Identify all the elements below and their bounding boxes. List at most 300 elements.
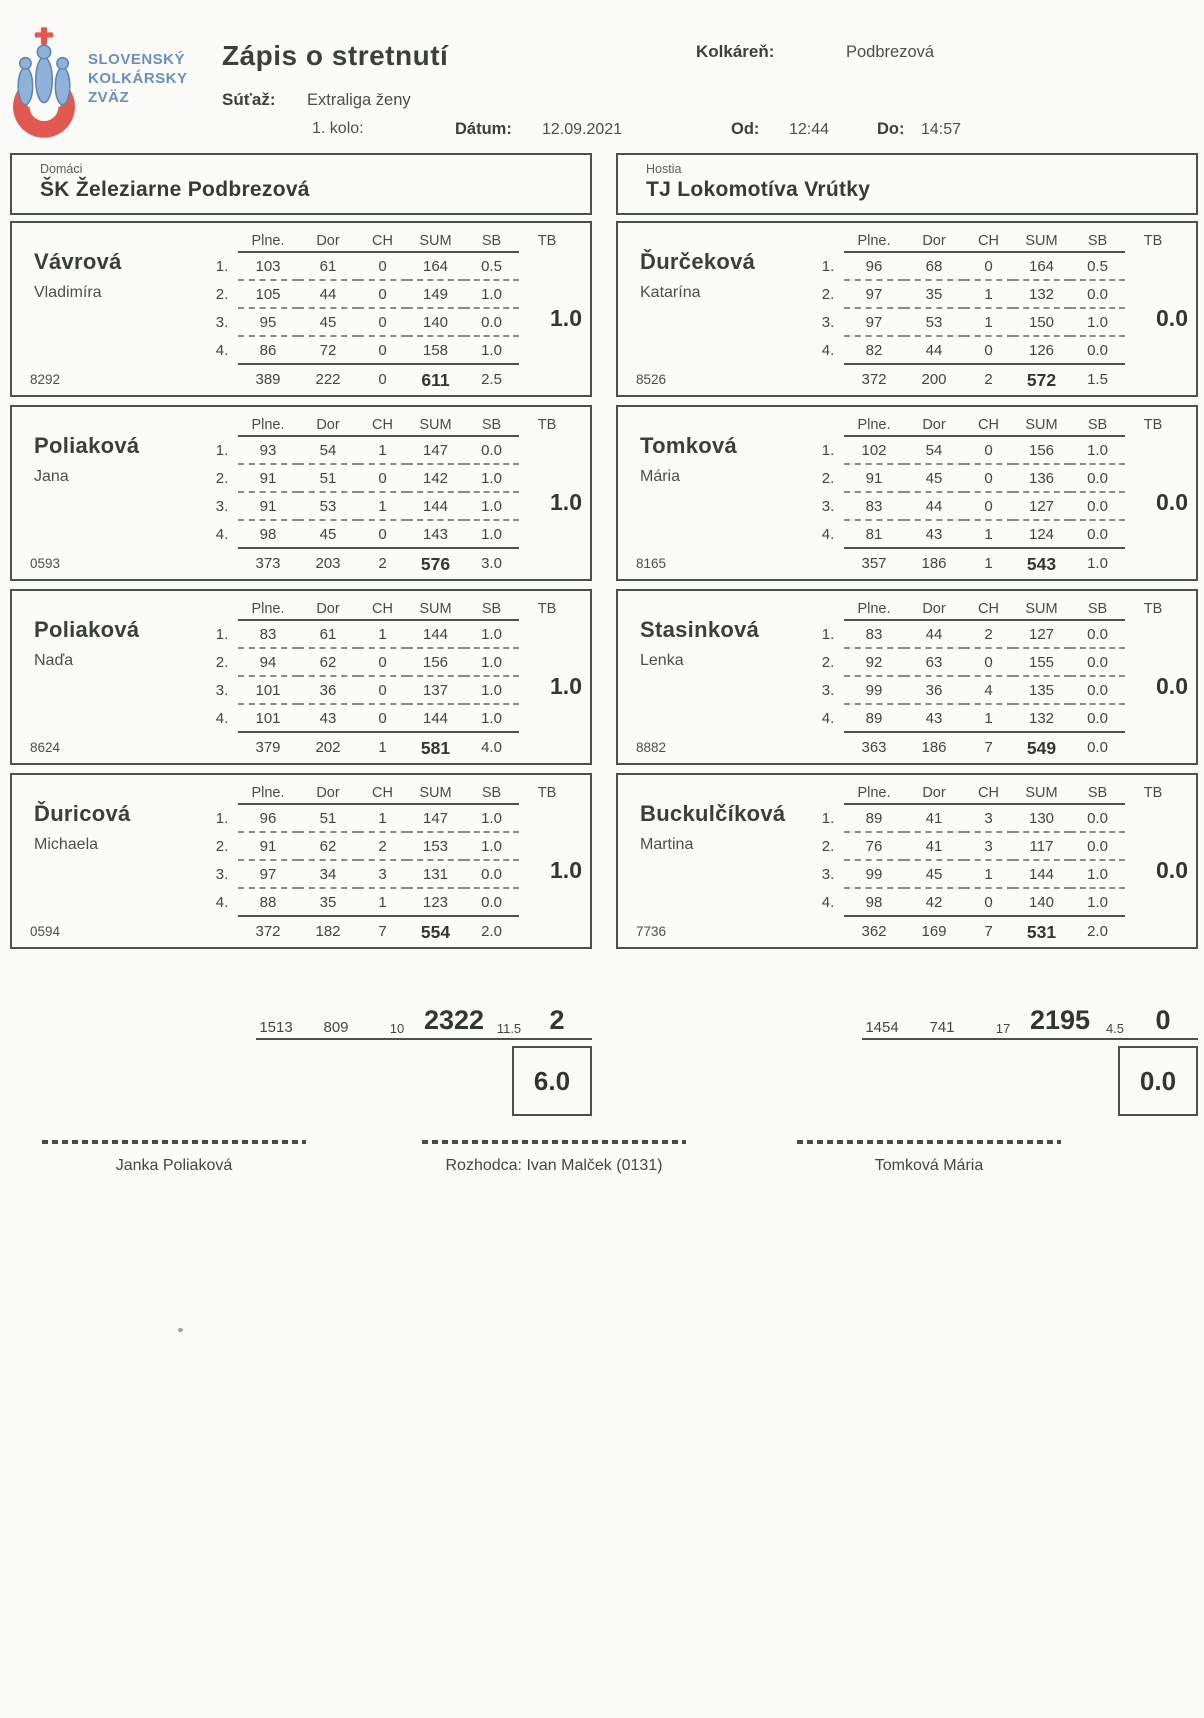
player-total-cell: 2.0 [1087, 923, 1108, 940]
score-cell: 1.0 [464, 281, 519, 309]
player-surname: Vávrová [34, 249, 122, 274]
away-player-table [616, 589, 1198, 765]
score-cell: 0.0 [1070, 805, 1125, 833]
score-cell: 53 [904, 309, 964, 337]
score-cell: 132 [1013, 705, 1070, 733]
player-id: 8526 [636, 372, 667, 387]
player-total-sum: 549 [1026, 738, 1057, 758]
tb-column-header: TB [537, 601, 557, 617]
tb-column-header: TB [1143, 785, 1163, 801]
signature-dotted-line [797, 1140, 1061, 1144]
player-id: 8882 [636, 740, 667, 755]
column-header: Plne. [844, 413, 904, 437]
score-cell: 126 [1013, 337, 1070, 365]
row-number: 4. [215, 894, 229, 911]
score-cell: 0.0 [464, 861, 519, 889]
logo-pins-icon [18, 45, 70, 104]
row-number: 3. [821, 314, 835, 331]
column-header [812, 229, 844, 253]
player-total-cell: 169 [921, 923, 947, 940]
player-tb-points: 1.0 [550, 673, 582, 699]
score-cell: 72 [298, 337, 358, 365]
home-team-box [10, 153, 592, 215]
column-header: SB [1070, 413, 1125, 437]
score-cell: 124 [1013, 521, 1070, 549]
player-surname: Ďuricová [34, 801, 131, 826]
away-final-score-box: 0.0 [1118, 1046, 1198, 1116]
row-number: 4. [215, 710, 229, 727]
player-total-cell [812, 365, 844, 395]
column-header: Plne. [844, 781, 904, 805]
score-cell: 1.0 [1070, 309, 1125, 337]
away-team-total [616, 998, 1198, 1148]
row-number: 4. [215, 342, 229, 359]
column-header: Plne. [238, 597, 298, 621]
score-cell: 81 [844, 521, 904, 549]
score-cell: 83 [238, 621, 298, 649]
column-header [206, 413, 238, 437]
column-header: Dor [904, 781, 964, 805]
column-header: SB [464, 597, 519, 621]
score-cell: 1 [964, 521, 1013, 549]
score-cell: 1 [358, 621, 407, 649]
score-cell: 45 [904, 861, 964, 889]
score-cell: 0.0 [1070, 521, 1125, 549]
score-cell: 3 [358, 861, 407, 889]
score-cell: 99 [844, 861, 904, 889]
player-name [640, 433, 737, 486]
player-tb-points: 0.0 [1156, 673, 1188, 699]
column-header: SB [464, 413, 519, 437]
column-header: Dor [904, 597, 964, 621]
score-cell: 95 [238, 309, 298, 337]
row-number: 3. [215, 498, 229, 515]
player-total-cell: 373 [255, 555, 281, 572]
score-cell: 1.0 [464, 677, 519, 705]
player-total-sum: 611 [421, 370, 450, 390]
column-header: Plne. [844, 597, 904, 621]
home-team-total [10, 998, 592, 1148]
time-from-label: Od: [731, 120, 760, 138]
score-cell: 0 [358, 677, 407, 705]
home-side-label: Domáci [40, 162, 83, 176]
row-number: 1. [215, 442, 229, 459]
column-header: SB [1070, 781, 1125, 805]
score-cell: 0.0 [1070, 337, 1125, 365]
score-cell: 1 [964, 281, 1013, 309]
home-player-table [10, 405, 592, 581]
signature-block-home-captain [42, 1140, 306, 1175]
signature-dotted-line [422, 1140, 686, 1144]
player-total-cell [812, 549, 844, 579]
player-total-cell: 203 [315, 555, 341, 572]
score-cell: 0 [964, 253, 1013, 281]
away-match-points: 0 [1155, 1005, 1171, 1035]
score-cell: 132 [1013, 281, 1070, 309]
score-cell: 142 [407, 465, 464, 493]
score-cell: 0 [358, 521, 407, 549]
column-header: SUM [407, 597, 464, 621]
player-name [640, 249, 755, 302]
player-surname: Ďurčeková [640, 249, 756, 274]
skz-logo [12, 26, 76, 142]
signature-name: Rozhodca: Ivan Malček (0131) [445, 1157, 663, 1174]
score-cell: 54 [904, 437, 964, 465]
player-total-cell: 379 [255, 739, 281, 756]
column-header: Plne. [238, 413, 298, 437]
column-header [812, 597, 844, 621]
row-number: 2. [215, 838, 229, 855]
score-cell: 68 [904, 253, 964, 281]
home-total-sum: 2322 [423, 1005, 485, 1035]
signature-block-referee [422, 1140, 686, 1175]
score-cell: 102 [844, 437, 904, 465]
column-header [812, 413, 844, 437]
score-cell: 158 [407, 337, 464, 365]
score-cell: 45 [904, 465, 964, 493]
column-header [812, 781, 844, 805]
away-total-sb: 4.5 [1105, 1021, 1125, 1036]
score-cell: 1.0 [1070, 861, 1125, 889]
score-cell: 91 [844, 465, 904, 493]
row-number: 3. [215, 682, 229, 699]
score-cell: 156 [1013, 437, 1070, 465]
score-cell: 53 [298, 493, 358, 521]
score-cell: 36 [298, 677, 358, 705]
player-tb-points: 0.0 [1156, 857, 1188, 883]
score-cell: 0 [964, 437, 1013, 465]
score-cell: 1.0 [1070, 437, 1125, 465]
score-grid [812, 781, 1125, 947]
row-number: 3. [215, 314, 229, 331]
row-number: 4. [821, 710, 835, 727]
score-cell: 140 [407, 309, 464, 337]
row-number: 1. [821, 810, 835, 827]
score-cell: 143 [407, 521, 464, 549]
row-number: 1. [821, 258, 835, 275]
tb-column-header: TB [537, 233, 557, 249]
score-cell: 1.0 [464, 705, 519, 733]
score-cell: 43 [904, 705, 964, 733]
column-header: SB [464, 781, 519, 805]
player-surname: Buckulčíková [640, 801, 786, 826]
score-cell: 144 [407, 705, 464, 733]
player-total-sum: 531 [1026, 922, 1057, 942]
away-total-ch: 17 [995, 1021, 1011, 1036]
player-surname: Stasinková [640, 617, 760, 642]
row-number: 2. [821, 286, 835, 303]
score-cell: 97 [844, 281, 904, 309]
score-cell: 1.0 [464, 337, 519, 365]
org-name-line: ZVÄZ [88, 89, 130, 106]
player-total-sum: 576 [420, 554, 451, 574]
player-total-sum: 572 [1026, 370, 1057, 390]
player-firstname: Naďa [34, 652, 74, 669]
row-number: 1. [215, 626, 229, 643]
score-cell: 0 [964, 337, 1013, 365]
score-cell: 92 [844, 649, 904, 677]
score-cell: 153 [407, 833, 464, 861]
column-header: SUM [407, 413, 464, 437]
column-header: CH [358, 413, 407, 437]
score-cell: 0.0 [1070, 833, 1125, 861]
score-cell: 83 [844, 621, 904, 649]
date-label: Dátum: [455, 120, 512, 138]
score-cell: 0.0 [1070, 705, 1125, 733]
player-id: 8624 [30, 740, 61, 755]
score-grid [812, 413, 1125, 579]
score-cell: 136 [1013, 465, 1070, 493]
score-cell: 0 [964, 649, 1013, 677]
player-tb-points: 0.0 [1156, 305, 1188, 331]
time-from-value: 12:44 [789, 121, 830, 138]
score-cell: 91 [238, 833, 298, 861]
page-title: Zápis o stretnutí [222, 40, 449, 71]
row-number: 2. [215, 470, 229, 487]
competition-label: Súťaž: [222, 90, 276, 109]
column-header: CH [964, 597, 1013, 621]
player-total-cell: 2.5 [481, 371, 502, 388]
player-tb-points: 1.0 [550, 857, 582, 883]
score-cell: 0.0 [1070, 465, 1125, 493]
home-player-table [10, 221, 592, 397]
tb-column-header: TB [1143, 417, 1163, 433]
home-team-name: ŠK Železiarne Podbrezová [40, 178, 310, 201]
column-header: SB [1070, 597, 1125, 621]
score-cell: 54 [298, 437, 358, 465]
score-cell: 62 [298, 833, 358, 861]
score-cell: 83 [844, 493, 904, 521]
score-cell: 96 [844, 253, 904, 281]
score-cell: 1.0 [464, 649, 519, 677]
player-firstname: Martina [640, 836, 694, 853]
column-header: Dor [904, 229, 964, 253]
score-cell: 1 [358, 493, 407, 521]
player-firstname: Lenka [640, 652, 684, 669]
row-number: 4. [821, 526, 835, 543]
away-player-tables [616, 221, 1198, 949]
score-cell: 0 [358, 337, 407, 365]
player-surname: Poliaková [34, 433, 140, 458]
score-cell: 144 [407, 621, 464, 649]
signature-block-away-captain [797, 1140, 1061, 1175]
score-cell: 0.0 [1070, 677, 1125, 705]
score-cell: 164 [1013, 253, 1070, 281]
column-header: Plne. [238, 781, 298, 805]
scan-artifact-dot [178, 1328, 183, 1332]
competition-value: Extraliga ženy [307, 91, 411, 109]
player-total-sum: 554 [420, 922, 451, 942]
score-grid [812, 597, 1125, 763]
org-name-line: SLOVENSKÝ [88, 51, 186, 68]
score-cell: 105 [238, 281, 298, 309]
away-total-rule [862, 1038, 1198, 1040]
column-header: CH [358, 781, 407, 805]
score-cell: 3 [964, 833, 1013, 861]
player-firstname: Mária [640, 468, 681, 485]
round-value: 1. kolo: [312, 120, 364, 137]
score-cell: 1 [964, 705, 1013, 733]
score-cell: 0.0 [464, 309, 519, 337]
column-header: SB [464, 229, 519, 253]
away-team-name: TJ Lokomotíva Vrútky [646, 178, 871, 201]
player-total-cell [206, 733, 238, 763]
signature-name: Tomková Mária [874, 1157, 984, 1174]
column-header: CH [358, 229, 407, 253]
column-header: CH [964, 781, 1013, 805]
score-cell: 44 [904, 493, 964, 521]
away-total-sum: 2195 [1029, 1005, 1091, 1035]
player-total-cell: 372 [255, 923, 281, 940]
row-number: 1. [215, 258, 229, 275]
score-cell: 144 [407, 493, 464, 521]
score-cell: 135 [1013, 677, 1070, 705]
player-id: 0593 [30, 556, 61, 571]
player-total-cell [812, 733, 844, 763]
score-cell: 1.0 [464, 465, 519, 493]
player-tb-points: 1.0 [550, 489, 582, 515]
column-header: SUM [407, 781, 464, 805]
home-player-table [10, 773, 592, 949]
player-firstname: Jana [34, 468, 69, 485]
score-cell: 0 [358, 465, 407, 493]
home-total-ch: 10 [389, 1021, 405, 1036]
score-cell: 0 [358, 281, 407, 309]
column-header: Dor [298, 229, 358, 253]
score-cell: 123 [407, 889, 464, 917]
score-cell: 0.0 [1070, 493, 1125, 521]
player-total-cell: 1 [378, 739, 387, 756]
score-cell: 0 [964, 889, 1013, 917]
score-cell: 96 [238, 805, 298, 833]
row-number: 3. [821, 866, 835, 883]
player-firstname: Michaela [34, 836, 99, 853]
player-total-cell: 1.5 [1087, 371, 1108, 388]
score-cell: 150 [1013, 309, 1070, 337]
player-name [34, 801, 131, 854]
score-cell: 44 [298, 281, 358, 309]
column-header: SUM [1013, 597, 1070, 621]
score-cell: 61 [298, 621, 358, 649]
score-cell: 1.0 [1070, 889, 1125, 917]
score-cell: 0.5 [464, 253, 519, 281]
score-cell: 0 [358, 705, 407, 733]
score-cell: 1 [964, 309, 1013, 337]
away-player-table [616, 221, 1198, 397]
score-cell: 43 [298, 705, 358, 733]
score-cell: 98 [844, 889, 904, 917]
score-cell: 76 [844, 833, 904, 861]
score-cell: 35 [298, 889, 358, 917]
player-total-cell: 2 [984, 371, 993, 388]
away-total-dor: 741 [929, 1019, 955, 1036]
column-header [206, 597, 238, 621]
row-number: 2. [821, 470, 835, 487]
score-cell: 91 [238, 465, 298, 493]
tb-column-header: TB [537, 417, 557, 433]
score-cell: 93 [238, 437, 298, 465]
score-cell: 88 [238, 889, 298, 917]
row-number: 1. [821, 442, 835, 459]
score-cell: 0 [964, 493, 1013, 521]
player-total-cell [206, 365, 238, 395]
score-cell: 2 [358, 833, 407, 861]
player-total-cell: 222 [315, 371, 341, 388]
home-team-section [10, 153, 592, 1143]
player-total-cell: 363 [861, 739, 887, 756]
player-total-cell: 1.0 [1087, 555, 1108, 572]
score-cell: 1.0 [464, 833, 519, 861]
signature-name: Janka Poliaková [115, 1157, 233, 1174]
player-total-cell [206, 549, 238, 579]
player-total-cell: 7 [984, 739, 993, 756]
home-total-rule [256, 1038, 592, 1040]
score-cell: 156 [407, 649, 464, 677]
score-cell: 34 [298, 861, 358, 889]
score-cell: 1.0 [464, 621, 519, 649]
column-header: SB [1070, 229, 1125, 253]
home-player-table [10, 589, 592, 765]
score-grid [206, 413, 519, 579]
score-cell: 42 [904, 889, 964, 917]
score-cell: 51 [298, 805, 358, 833]
score-cell: 101 [238, 677, 298, 705]
score-cell: 155 [1013, 649, 1070, 677]
player-total-cell: 200 [921, 371, 947, 388]
score-cell: 82 [844, 337, 904, 365]
player-surname: Tomková [640, 433, 738, 458]
score-cell: 164 [407, 253, 464, 281]
column-header: CH [358, 597, 407, 621]
player-name [640, 801, 785, 854]
score-cell: 117 [1013, 833, 1070, 861]
score-cell: 1.0 [464, 521, 519, 549]
venue-value: Podbrezová [846, 43, 935, 61]
column-header: Dor [298, 413, 358, 437]
player-tb-points: 0.0 [1156, 489, 1188, 515]
score-cell: 1.0 [464, 805, 519, 833]
player-tb-points: 1.0 [550, 305, 582, 331]
score-cell: 0 [358, 649, 407, 677]
score-cell: 1.0 [464, 493, 519, 521]
player-total-cell: 2 [378, 555, 387, 572]
org-name-line: KOLKÁRSKY [88, 70, 188, 87]
score-cell: 94 [238, 649, 298, 677]
player-total-cell: 7 [984, 923, 993, 940]
score-cell: 0 [358, 309, 407, 337]
org-name [88, 50, 188, 107]
score-cell: 0.0 [1070, 621, 1125, 649]
player-total-cell: 182 [315, 923, 341, 940]
player-total-cell: 4.0 [481, 739, 502, 756]
row-number: 3. [215, 866, 229, 883]
row-number: 2. [821, 654, 835, 671]
player-total-cell: 2.0 [481, 923, 502, 940]
score-cell: 45 [298, 521, 358, 549]
score-cell: 43 [904, 521, 964, 549]
column-header: Dor [298, 781, 358, 805]
score-cell: 0.0 [1070, 649, 1125, 677]
signature-dotted-line [42, 1140, 306, 1144]
player-name [640, 617, 759, 670]
score-cell: 0.0 [1070, 281, 1125, 309]
score-cell: 51 [298, 465, 358, 493]
score-cell: 130 [1013, 805, 1070, 833]
player-total-cell: 1 [984, 555, 993, 572]
score-grid [812, 229, 1125, 395]
score-cell: 45 [298, 309, 358, 337]
player-id: 8165 [636, 556, 667, 571]
